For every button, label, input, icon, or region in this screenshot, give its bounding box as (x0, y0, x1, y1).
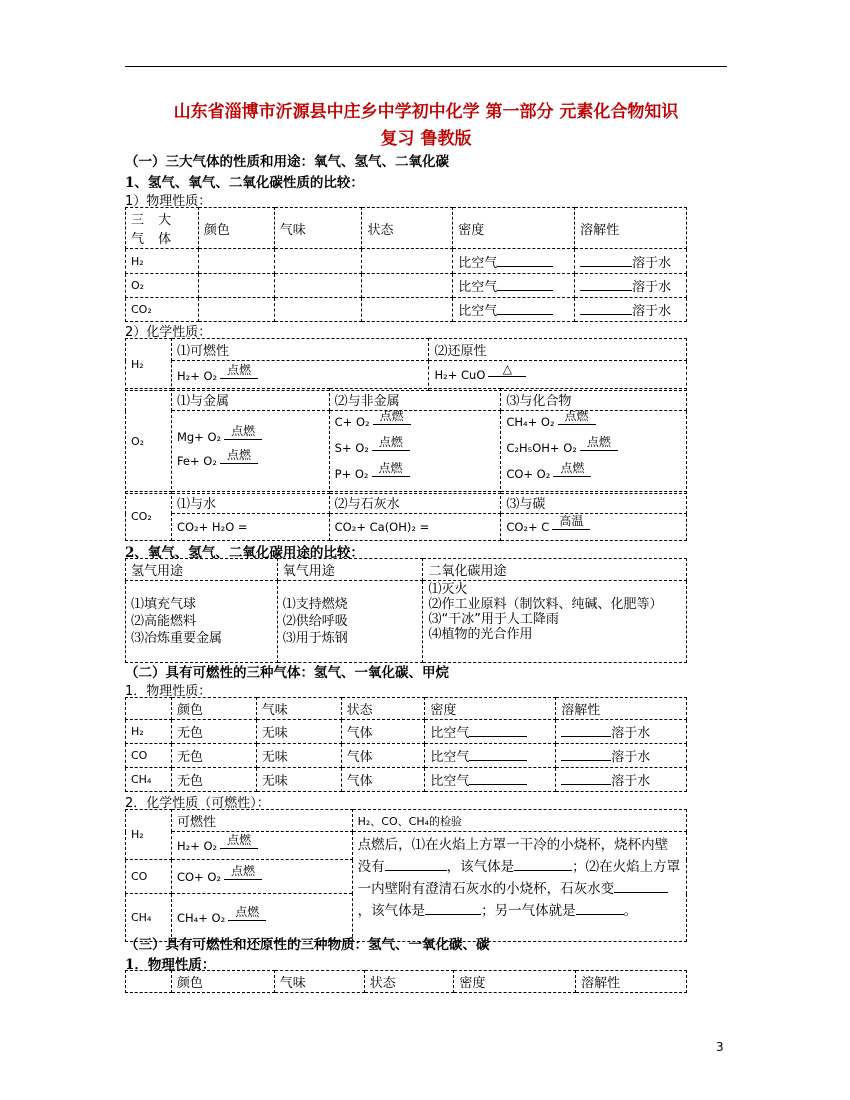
header-cell: 溶解性 (576, 971, 687, 993)
header-cell: 颜色 (171, 698, 256, 720)
header-cell: 氢气用途 (126, 559, 278, 581)
equation-cell: C+ O₂ 点燃 S+ O₂ 点燃 P+ O₂ 点燃 (329, 411, 501, 494)
equation-cell: CH₄+ O₂ 点燃 (171, 894, 352, 942)
co2-chemical-table (125, 491, 687, 541)
solubility-cell: 溶于水 (575, 274, 687, 298)
row-label: O₂ (126, 274, 199, 298)
header-cell: 可燃性 (171, 810, 352, 832)
chemical-properties-label: 2．化学性质（可燃性）： (125, 796, 270, 811)
row-label: H₂ (126, 339, 172, 391)
co2-uses-list: ⑴灭火 ⑵作工业原料（制饮料、纯碱、化肥等） ⑶“干冰”用于人工降雨 ⑷植物的光合作用 (423, 581, 687, 663)
header-rule (125, 66, 727, 67)
reducing-substance-physical-table (125, 970, 687, 993)
o2-chemical-table (125, 388, 687, 494)
equation-cell: Mg+ O₂ 点燃 Fe+ O₂ 点燃 (171, 411, 329, 494)
header-cell: 状态 (364, 971, 454, 993)
physical-properties-label: 1．物理性质： (125, 684, 212, 699)
header-cell (126, 971, 172, 993)
header-cell: 颜色 (171, 971, 274, 993)
uses-subheading: 2、氧气、氢气、二氧化碳用途的比较： (125, 545, 364, 561)
header-cell: ⑴与水 (171, 492, 329, 514)
header-cell: 气味 (256, 698, 341, 720)
header-cell: ⑶与化合物 (501, 389, 687, 411)
header-cell: ⑶与碳 (501, 492, 687, 514)
header-cell: 状态 (341, 698, 425, 720)
table-row: CH₄ 无色 无味 气体 比空气 溶于水 (126, 768, 687, 792)
density-cell: 比空气 (453, 298, 575, 322)
header-cell: ⑴与金属 (171, 389, 329, 411)
row-label: H₂ (126, 249, 199, 274)
chemical-properties-label: 2）化学性质： (125, 325, 212, 340)
density-cell: 比空气 (453, 249, 575, 274)
page-number: 3 (716, 1040, 724, 1054)
header-cell: 溶解性 (575, 208, 687, 249)
flammable-gas-physical-table (125, 697, 687, 792)
section-1-subheading: 1、氢气、氧气、二氧化碳性质的比较： (125, 175, 364, 191)
equation-cell: CO₂+ C 高温 (501, 514, 687, 541)
flammable-gas-chemical-table: H₂ 可燃性 H₂、CO、CH₄的检验 H₂+ O₂ 点燃 点燃后，⑴在火焰上方罩一干冷的小烧杯，烧杯内壁没有 ，该气体是 ；⑵在火焰上方罩一内壁附有澄清石灰水的小烧杯，石灰水变，该气体是 ；另一气体就是 。 CO CO+ O₂ 点燃 CH₄ CH₄+ O₂ 点燃 (125, 809, 687, 942)
header-cell: 密度 (425, 698, 556, 720)
table-row: CO 无色 无味 气体 比空气 溶于水 (126, 744, 687, 768)
h2-chemical-table (125, 338, 687, 391)
header-cell (126, 698, 172, 720)
section-2-heading: （二）具有可燃性的三种气体：氢气、一氧化碳、甲烷 (125, 665, 449, 681)
header-cell: H₂、CO、CH₄的检验 (352, 810, 686, 832)
equation-cell: H₂+ CuO △ (429, 361, 687, 391)
equation-cell: CO₂+ H₂O = (171, 514, 329, 541)
header-cell: 氧气用途 (277, 559, 423, 581)
equation-cell: CH₄+ O₂ 点燃 C₂H₅OH+ O₂ 点燃 CO+ O₂ 点燃 (501, 411, 687, 494)
gas-uses-table (125, 558, 687, 663)
section-3-heading: （三）具有可燃性和还原性的三种物质：氢气、一氧化碳、碳 (125, 937, 490, 953)
equation-cell: H₂+ O₂ 点燃 (171, 361, 429, 391)
o2-uses-list: ⑴支持燃烧 ⑵供给呼吸 ⑶用于炼钢 (277, 581, 423, 663)
section-1-heading: （一）三大气体的性质和用途：氧气、氢气、二氧化碳 (125, 154, 449, 170)
row-label: CO₂ (126, 298, 199, 322)
gas-test-description: 点燃后，⑴在火焰上方罩一干冷的小烧杯，烧杯内壁没有 ，该气体是 ；⑵在火焰上方罩一内壁附有澄清石灰水的小烧杯，石灰水变，该气体是 ；另一气体就是 。 (352, 832, 686, 942)
equation-cell: CO₂+ Ca(OH)₂ = (329, 514, 501, 541)
header-cell: ⑵还原性 (429, 339, 687, 361)
header-cell: ⑵与非金属 (329, 389, 501, 411)
header-cell: 密度 (453, 208, 575, 249)
table-row: H₂ 无色 无味 气体 比空气 溶于水 (126, 720, 687, 744)
header-cell: 颜色 (198, 208, 274, 249)
row-label: CO₂ (126, 492, 172, 541)
physical-properties-label: 1）物理性质： (125, 194, 212, 209)
gas-physical-table (125, 207, 687, 322)
physical-properties-label: 1．物理性质： (125, 957, 216, 973)
header-cell: ⑴可燃性 (171, 339, 429, 361)
equation-cell: CO+ O₂ 点燃 (171, 860, 352, 894)
header-cell: 气味 (274, 971, 364, 993)
solubility-cell: 溶于水 (575, 249, 687, 274)
header-cell: 状态 (362, 208, 453, 249)
document-title: 山东省淄博市沂源县中庄乡中学初中化学 第一部分 元素化合物知识 复习 鲁教版 (173, 102, 679, 149)
h2-uses-list: ⑴填充气球 ⑵高能燃料 ⑶冶炼重要金属 (126, 581, 278, 663)
equation-cell: H₂+ O₂ 点燃 (171, 832, 352, 860)
header-cell: 溶解性 (556, 698, 687, 720)
header-cell: 密度 (454, 971, 576, 993)
solubility-cell: 溶于水 (575, 298, 687, 322)
header-cell: 二氧化碳用途 (423, 559, 687, 581)
heat-triangle-icon: △ (488, 362, 526, 377)
header-cell: 气味 (274, 208, 362, 249)
header-cell: 三 大 气 体 (126, 208, 199, 249)
row-label: O₂ (126, 389, 172, 494)
density-cell: 比空气 (453, 274, 575, 298)
header-cell: ⑵与石灰水 (329, 492, 501, 514)
